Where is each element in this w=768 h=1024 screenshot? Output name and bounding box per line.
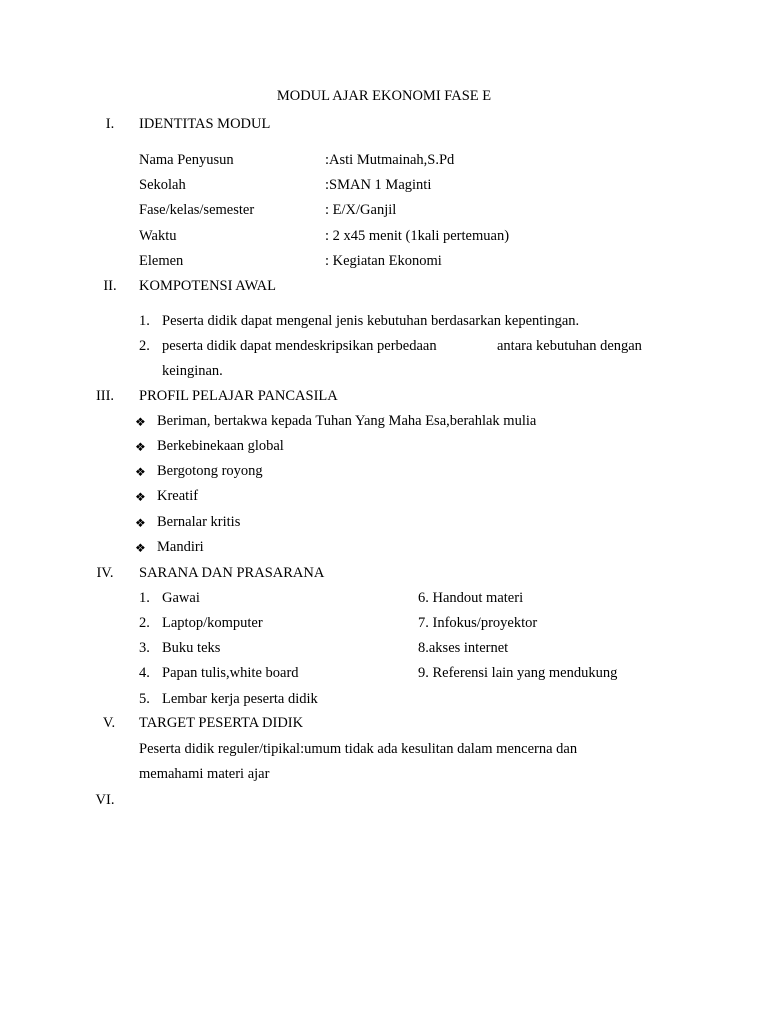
identity-value: :Asti Mutmainah,S.Pd [325,152,455,168]
list-number: 5. [139,691,150,707]
section-numeral: II. [103,278,117,294]
facility-item: 7. Infokus/proyektor [418,615,538,631]
list-number: 2. [139,338,150,354]
bullet-item: Beriman, bertakwa kepada Tuhan Yang Maha Esa,berahlak mulia [157,413,537,429]
list-number: 1. [139,313,150,329]
section-heading: TARGET PESERTA DIDIK [139,715,304,731]
identity-value: : 2 x45 menit (1kali pertemuan) [325,228,510,244]
facility-item: Papan tulis,white board [162,665,299,681]
list-item-continuation: keinginan. [162,363,223,379]
paragraph-line: Peserta didik reguler/tipikal:umum tidak ada kesulitan dalam mencerna dan [139,741,578,757]
list-item-text: peserta didik dapat mendeskripsikan perbedaan [162,338,437,354]
identity-label: Elemen [139,253,184,269]
diamond-bullet-icon: ❖ [135,516,146,530]
identity-label: Waktu [139,228,177,244]
facility-item: Laptop/komputer [162,615,263,631]
facility-item: 8.akses internet [418,640,509,656]
document-title: MODUL AJAR EKONOMI FASE E [276,88,492,104]
facility-item: 6. Handout materi [418,590,524,606]
bullet-item: Bergotong royong [157,463,263,479]
diamond-bullet-icon: ❖ [135,541,146,555]
diamond-bullet-icon: ❖ [135,440,146,454]
list-item-text: Peserta didik dapat mengenal jenis kebutuhan berdasarkan kepentingan. [162,313,580,329]
section-numeral: V. [102,715,116,731]
bullet-item: Berkebinekaan global [157,438,284,454]
facility-item: 9. Referensi lain yang mendukung [418,665,618,681]
facility-item: Buku teks [162,640,221,656]
section-heading: IDENTITAS MODUL [139,116,271,132]
bullet-item: Bernalar kritis [157,514,241,530]
section-heading: PROFIL PELAJAR PANCASILA [139,388,338,404]
identity-value: : E/X/Ganjil [325,202,397,218]
list-number: 2. [139,615,150,631]
section-numeral: VI. [95,792,115,808]
identity-label: Fase/kelas/semester [139,202,255,218]
list-number: 3. [139,640,150,656]
bullet-item: Mandiri [157,539,204,555]
diamond-bullet-icon: ❖ [135,490,146,504]
section-heading: KOMPOTENSI AWAL [139,278,276,294]
identity-label: Sekolah [139,177,186,193]
section-heading: SARANA DAN PRASARANA [139,565,325,581]
facility-item: Gawai [162,590,200,606]
facility-item: Lembar kerja peserta didik [162,691,318,707]
identity-value: : Kegiatan Ekonomi [325,253,442,269]
list-number: 4. [139,665,150,681]
section-numeral: III. [95,388,115,404]
bullet-item: Kreatif [157,488,199,504]
list-number: 1. [139,590,150,606]
diamond-bullet-icon: ❖ [135,415,146,429]
section-numeral: I. [105,116,115,132]
diamond-bullet-icon: ❖ [135,465,146,479]
identity-label: Nama Penyusun [139,152,234,168]
list-item-text-tail: antara kebutuhan dengan [497,338,642,354]
paragraph-line: memahami materi ajar [139,766,270,782]
section-numeral: IV. [96,565,114,581]
identity-value: :SMAN 1 Maginti [325,177,432,193]
